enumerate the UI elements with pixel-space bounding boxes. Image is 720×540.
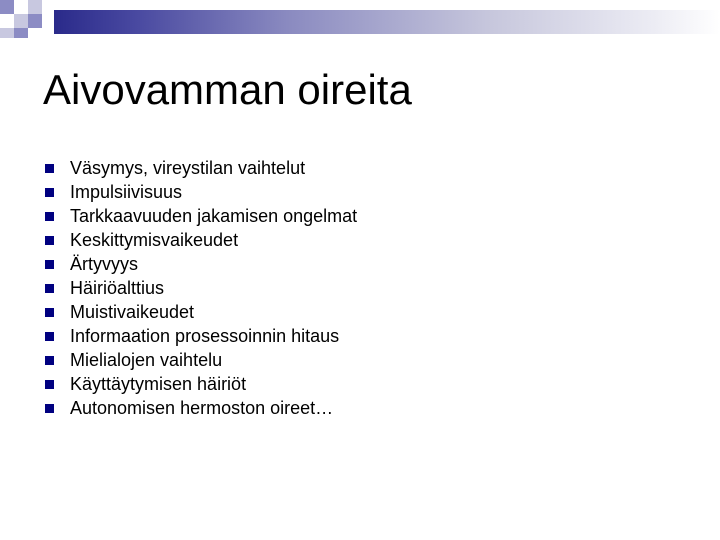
bullet-text: Väsymys, vireystilan vaihtelut — [70, 158, 306, 178]
square-bullet-icon — [45, 380, 54, 389]
bullet-text: Impulsiivisuus — [70, 182, 183, 202]
checker-square — [28, 0, 42, 14]
bullet-item — [45, 396, 357, 420]
square-bullet-icon — [45, 332, 54, 341]
square-bullet-icon — [45, 164, 54, 173]
gradient-banner — [54, 10, 720, 34]
bullet-item — [45, 252, 357, 276]
bullet-item — [45, 372, 357, 396]
bullet-item — [45, 300, 357, 324]
square-bullet-icon — [45, 212, 54, 221]
bullet-item — [45, 324, 357, 348]
bullet-item — [45, 204, 357, 228]
checker-square — [28, 14, 42, 28]
checker-square — [28, 28, 42, 38]
bullet-list — [45, 156, 357, 420]
bullet-text: Informaation prosessoinnin hitaus — [70, 326, 340, 346]
square-bullet-icon — [45, 356, 54, 365]
bullet-item — [45, 180, 357, 204]
checker-square — [14, 14, 28, 28]
square-bullet-icon — [45, 404, 54, 413]
checker-square — [0, 14, 14, 28]
bullet-text: Häiriöalttius — [70, 278, 165, 298]
checker-square — [0, 0, 14, 14]
bullet-text: Autonomisen hermoston oireet… — [70, 398, 334, 418]
square-bullet-icon — [45, 236, 54, 245]
bullet-item — [45, 348, 357, 372]
bullet-item — [45, 276, 357, 300]
square-bullet-icon — [45, 188, 54, 197]
bullet-text: Ärtyvyys — [70, 254, 139, 274]
bullet-text: Mielialojen vaihtelu — [70, 350, 223, 370]
bullet-text: Käyttäytymisen häiriöt — [70, 374, 247, 394]
square-bullet-icon — [45, 284, 54, 293]
bullet-item — [45, 156, 357, 180]
square-bullet-icon — [45, 308, 54, 317]
bullet-text: Keskittymisvaikeudet — [70, 230, 239, 250]
slide-title: Aivovamman oireita — [43, 66, 412, 113]
bullet-text: Muistivaikeudet — [70, 302, 195, 322]
bullet-item — [45, 228, 357, 252]
bullet-text: Tarkkaavuuden jakamisen ongelmat — [70, 206, 358, 226]
top-decoration-band — [0, 0, 720, 40]
checker-square — [14, 28, 28, 38]
checker-square — [14, 0, 28, 14]
checker-square — [0, 28, 14, 38]
square-bullet-icon — [45, 260, 54, 269]
